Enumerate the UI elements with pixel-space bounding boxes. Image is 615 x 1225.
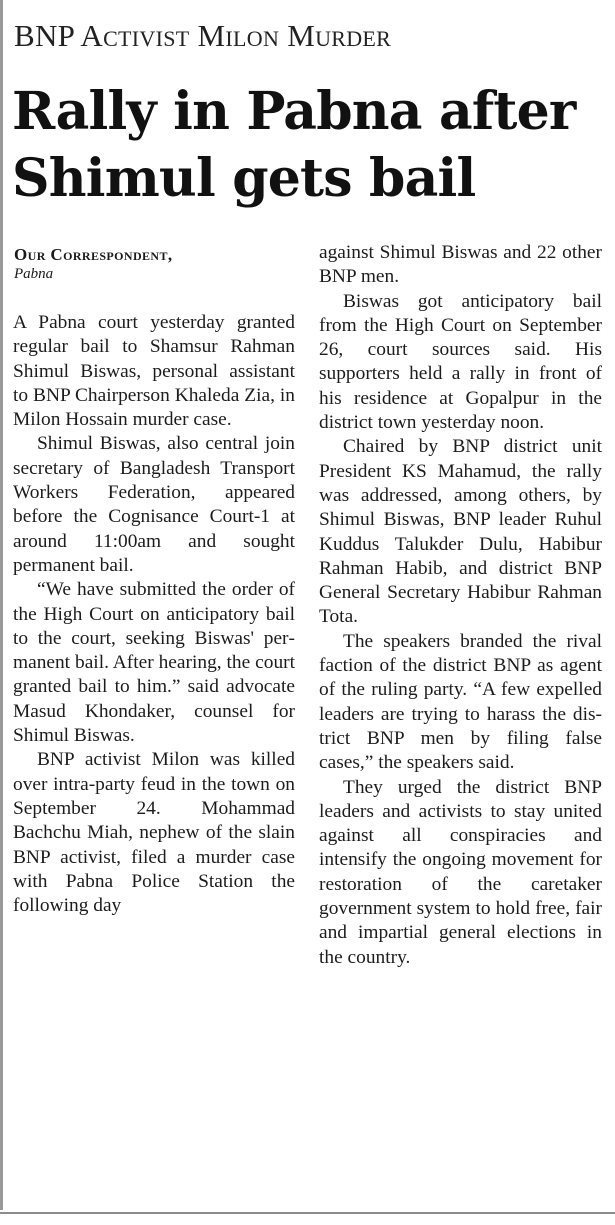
paragraph-3: “We have submitted the order of the High Court on anticipatory bail to the court, seeking Biswas' permanent bail. After hearing, the court granted bail to him.” said advocate Masud Khondaker, counsel for Shimul Biswas.	[13, 579, 295, 747]
paragraph-4: BNP activist Milon was killed over intra-party feud in the town on September 24. Mohammad Bachchu Miah, nephew of the slain BNP activist, filed a murder case with Pabna Police Station the following day	[13, 749, 295, 917]
paragraph-1: A Pabna court yesterday granted regular bail to Shamsur Rahman Shimul Biswas, personal assistant to BNP Chairperson Khaleda Zia, in Milon Hossain murder case.	[13, 312, 295, 431]
article-column-left	[13, 311, 295, 918]
byline-author: Our Correspondent,	[14, 245, 173, 264]
paragraph-5: against Shimul Biswas and 22 other BNP men.	[319, 242, 602, 288]
paragraph-9: They urged the district BNP leaders and activists to stay united against all conspiracies and intensify the ongoing movement for restoration of the caretaker government system to hold free, fair and impartial general elections in the country.	[319, 776, 602, 968]
article-column-right	[319, 241, 602, 970]
left-column-rule	[0, 0, 3, 1210]
paragraph-6: Biswas got anticipatory bail from the High Court on September 26, court sources said. His supporters held a rally in front of his residence at Gopalpur in the district town yesterday noon.	[319, 290, 602, 434]
paragraph-7: Chaired by BNP district unit President KS Mahamud, the rally was addressed, among others, by Shimul Biswas, BNP leader Ruhul Kuddus Talukder Dulu, Habibur Rahman Habib, and district BNP General Secretary Habibur Rahman Tota.	[319, 436, 602, 628]
bottom-rule	[0, 1212, 615, 1214]
article-kicker: BNP Activist Milon Murder	[14, 18, 392, 53]
paragraph-8: The speakers branded the rival faction of the district BNP as agent of the ruling party. “A few expelled leaders are trying to harass the district BNP men by filing false cases,” the speakers said.	[319, 630, 602, 774]
byline	[14, 245, 304, 284]
article-headline: Rally in Pabna after Shimul gets bail	[12, 81, 576, 209]
byline-dateline: Pabna	[14, 266, 54, 282]
paragraph-2: Shimul Biswas, also central join secretary of Bangladesh Transport Workers Federation, appeared before the Cognisance Court-1 at around 11:00am and sought permanent bail.	[13, 433, 295, 576]
